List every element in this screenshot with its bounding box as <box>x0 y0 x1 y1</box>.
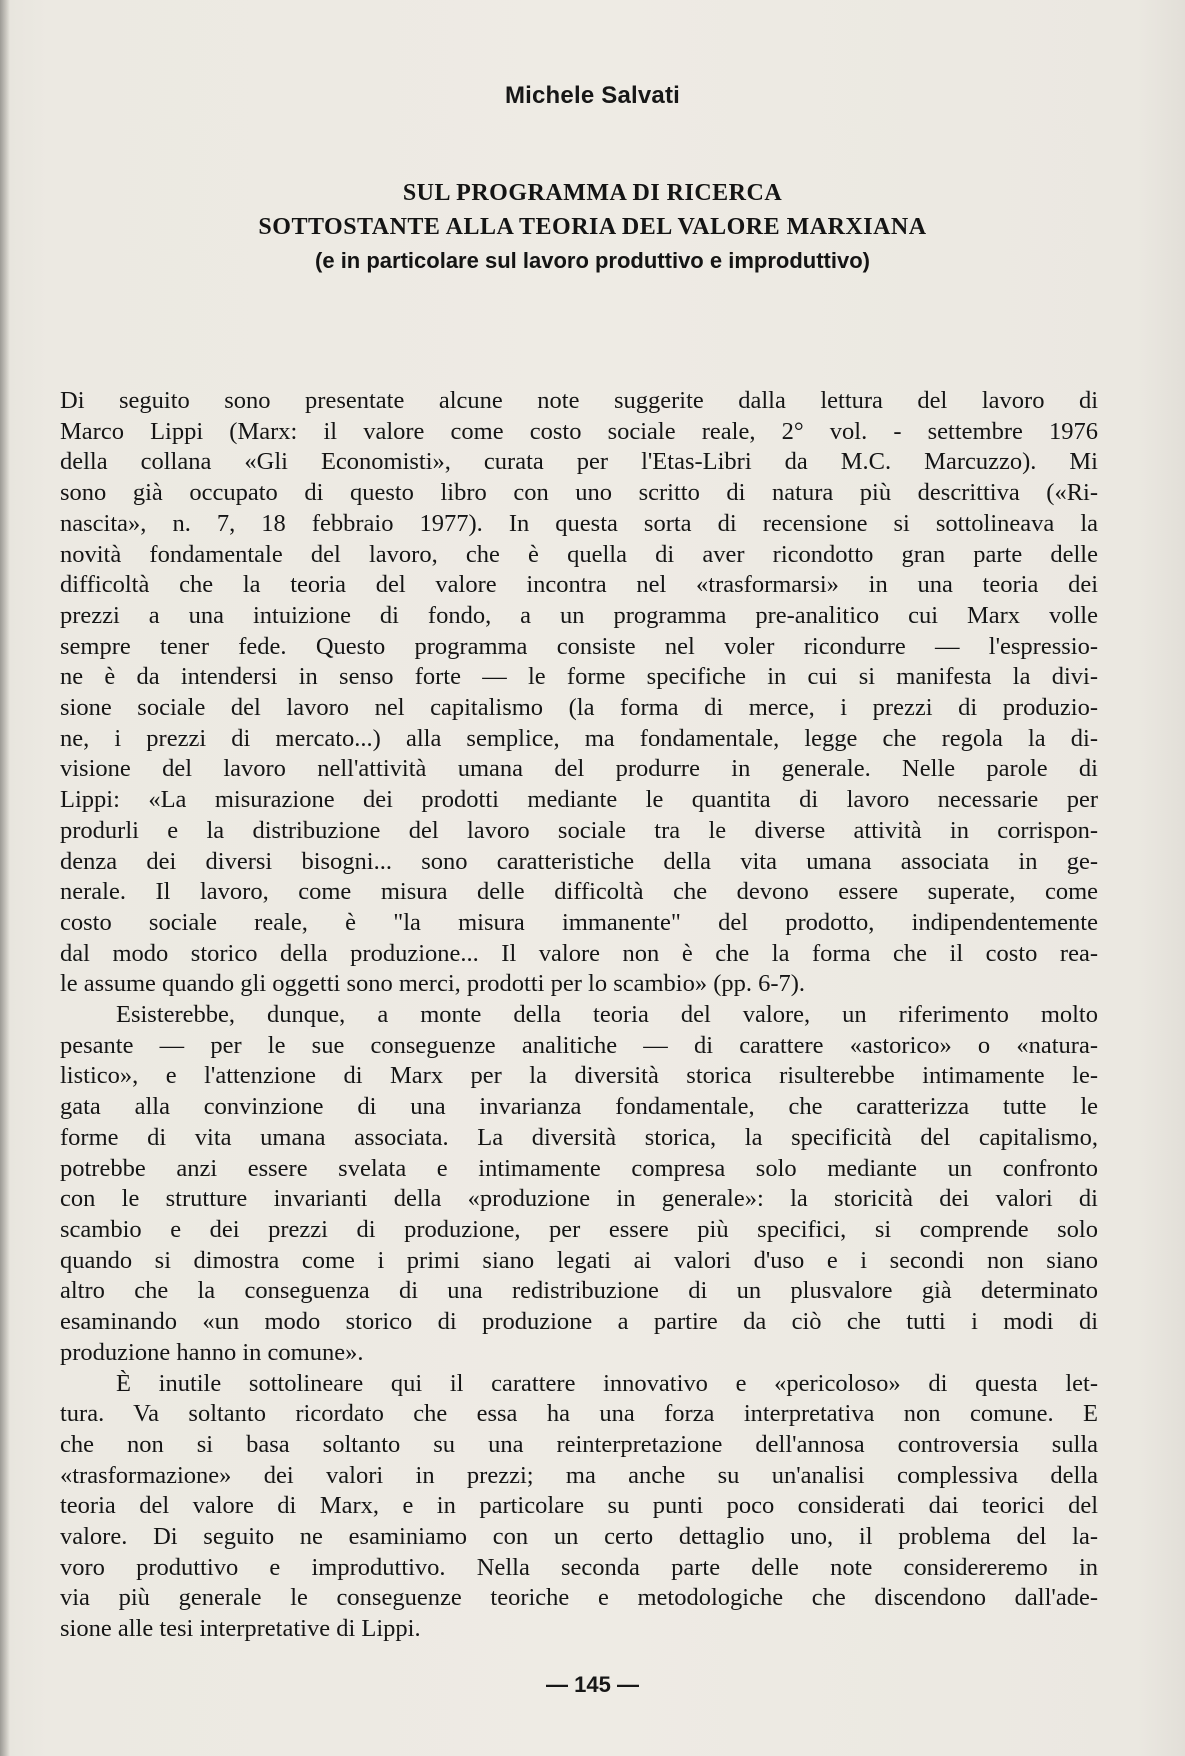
body-line: costo sociale reale, è "la misura immanente" del prodotto, indipendentemente <box>60 908 1098 936</box>
body-line: denza dei diversi bisogni... sono caratteristiche della vita umana associata in ge- <box>60 847 1098 875</box>
body-line: teoria del valore di Marx, e in particolare su punti poco considerati dai teorici del <box>60 1492 1098 1520</box>
body-line: Marco Lippi (Marx: il valore come costo sociale reale, 2° vol. - settembre 1976 <box>60 417 1098 445</box>
body-line: pesante — per le sue conseguenze analitiche — di carattere «astorico» o «natura- <box>60 1031 1098 1059</box>
body-line: via più generale le conseguenze teoriche e metodologiche che discendono dall'ade- <box>60 1584 1098 1612</box>
body-line: valore. Di seguito ne esaminiamo con un certo dettaglio uno, il problema del la- <box>60 1523 1098 1551</box>
body-line: della collana «Gli Economisti», curata per l'Etas-Libri da M.C. Marcuzzo). Mi <box>60 448 1098 476</box>
body-line: esaminando «un modo storico di produzione a partire da ciò che tutti i modi di <box>60 1308 1098 1336</box>
body-line: che non si basa soltanto su una reinterpretazione dell'annosa controversia sulla <box>60 1430 1098 1458</box>
body-line: produzione hanno in comune». <box>60 1338 364 1366</box>
body-line: nerale. Il lavoro, come misura delle difficoltà che devono essere superate, come <box>60 878 1098 906</box>
article-body <box>60 386 1098 1645</box>
body-line: difficoltà che la teoria del valore incontra nel «trasformarsi» in una teoria dei <box>60 571 1098 599</box>
body-line: tura. Va soltanto ricordato che essa ha una forza interpretativa non comune. E <box>60 1400 1098 1428</box>
body-line: «trasformazione» dei valori in prezzi; ma anche su un'analisi complessiva della <box>60 1461 1098 1489</box>
body-line: produrli e la distribuzione del lavoro sociale tra le diverse attività in corrispon- <box>60 816 1098 844</box>
body-line: le assume quando gli oggetti sono merci, prodotti per lo scambio» (pp. 6-7). <box>60 970 806 998</box>
body-line: visione del lavoro nell'attività umana del produrre in generale. Nelle parole di <box>60 755 1098 783</box>
body-line: quando si dimostra come i primi siano legati ai valori d'uso e i secondi non siano <box>60 1246 1098 1274</box>
body-line: È inutile sottolineare qui il carattere innovativo e «pericoloso» di questa let- <box>116 1369 1098 1397</box>
body-line: sione sociale del lavoro nel capitalismo (la forma di merce, i prezzi di produzio- <box>60 694 1098 722</box>
page-number: — 145 — <box>546 1672 639 1697</box>
body-line: sono già occupato di questo libro con uno scritto di natura più descrittiva («Ri- <box>60 479 1098 507</box>
body-line: ne, i prezzi di mercato...) alla semplice, ma fondamentale, legge che regola la di- <box>60 724 1098 752</box>
body-line: sempre tener fede. Questo programma consiste nel voler ricondurre — l'espressio- <box>60 632 1098 660</box>
body-line: con le strutture invarianti della «produzione in generale»: la storicità dei valori di <box>60 1185 1098 1213</box>
body-line: forme di vita umana associata. La diversità storica, la specificità del capitalismo, <box>60 1123 1098 1151</box>
body-line: nascita», n. 7, 18 febbraio 1977). In questa sorta di recensione si sottolineava la <box>60 509 1098 537</box>
body-line: prezzi a una intuizione di fondo, a un programma pre-analitico cui Marx volle <box>60 601 1098 629</box>
body-line: dal modo storico della produzione... Il valore non è che la forma che il costo rea- <box>60 939 1098 967</box>
body-line: Di seguito sono presentate alcune note suggerite dalla lettura del lavoro di <box>60 387 1098 414</box>
author-name: Michele Salvati <box>504 82 681 109</box>
body-line: Esisterebbe, dunque, a monte della teoria del valore, un riferimento molto <box>116 1001 1098 1029</box>
body-line: ne è da intendersi in senso forte — le forme specifiche in cui si manifesta la divi- <box>60 663 1098 691</box>
body-line: novità fondamentale del lavoro, che è quella di aver ricondotto gran parte delle <box>60 540 1098 568</box>
article-title <box>0 176 1185 278</box>
body-line: Lippi: «La misurazione dei prodotti mediante le quantita di lavoro necessarie per <box>60 786 1098 814</box>
body-line: voro produttivo e improduttivo. Nella seconda parte delle note considereremo in <box>60 1553 1098 1581</box>
body-line: listico», e l'attenzione di Marx per la diversità storica risulterebbe intimamente le- <box>60 1062 1098 1090</box>
body-line: altro che la conseguenza di una redistribuzione di un plusvalore già determinato <box>60 1277 1098 1305</box>
article-subtitle: (e in particolare sul lavoro produttivo e improduttivo) <box>315 248 870 273</box>
body-line: sione alle tesi interpretative di Lippi. <box>60 1615 421 1643</box>
body-line: scambio e dei prezzi di produzione, per essere più specifici, si comprende solo <box>60 1215 1098 1243</box>
body-line: potrebbe anzi essere svelata e intimamente compresa solo mediante un confronto <box>60 1154 1098 1182</box>
title-line-1: SUL PROGRAMMA DI RICERCA <box>402 180 783 206</box>
body-line: gata alla convinzione di una invarianza fondamentale, che caratterizza tutte le <box>60 1093 1098 1121</box>
title-line-2: SOTTOSTANTE ALLA TEORIA DEL VALORE MARXIANA <box>258 214 927 240</box>
